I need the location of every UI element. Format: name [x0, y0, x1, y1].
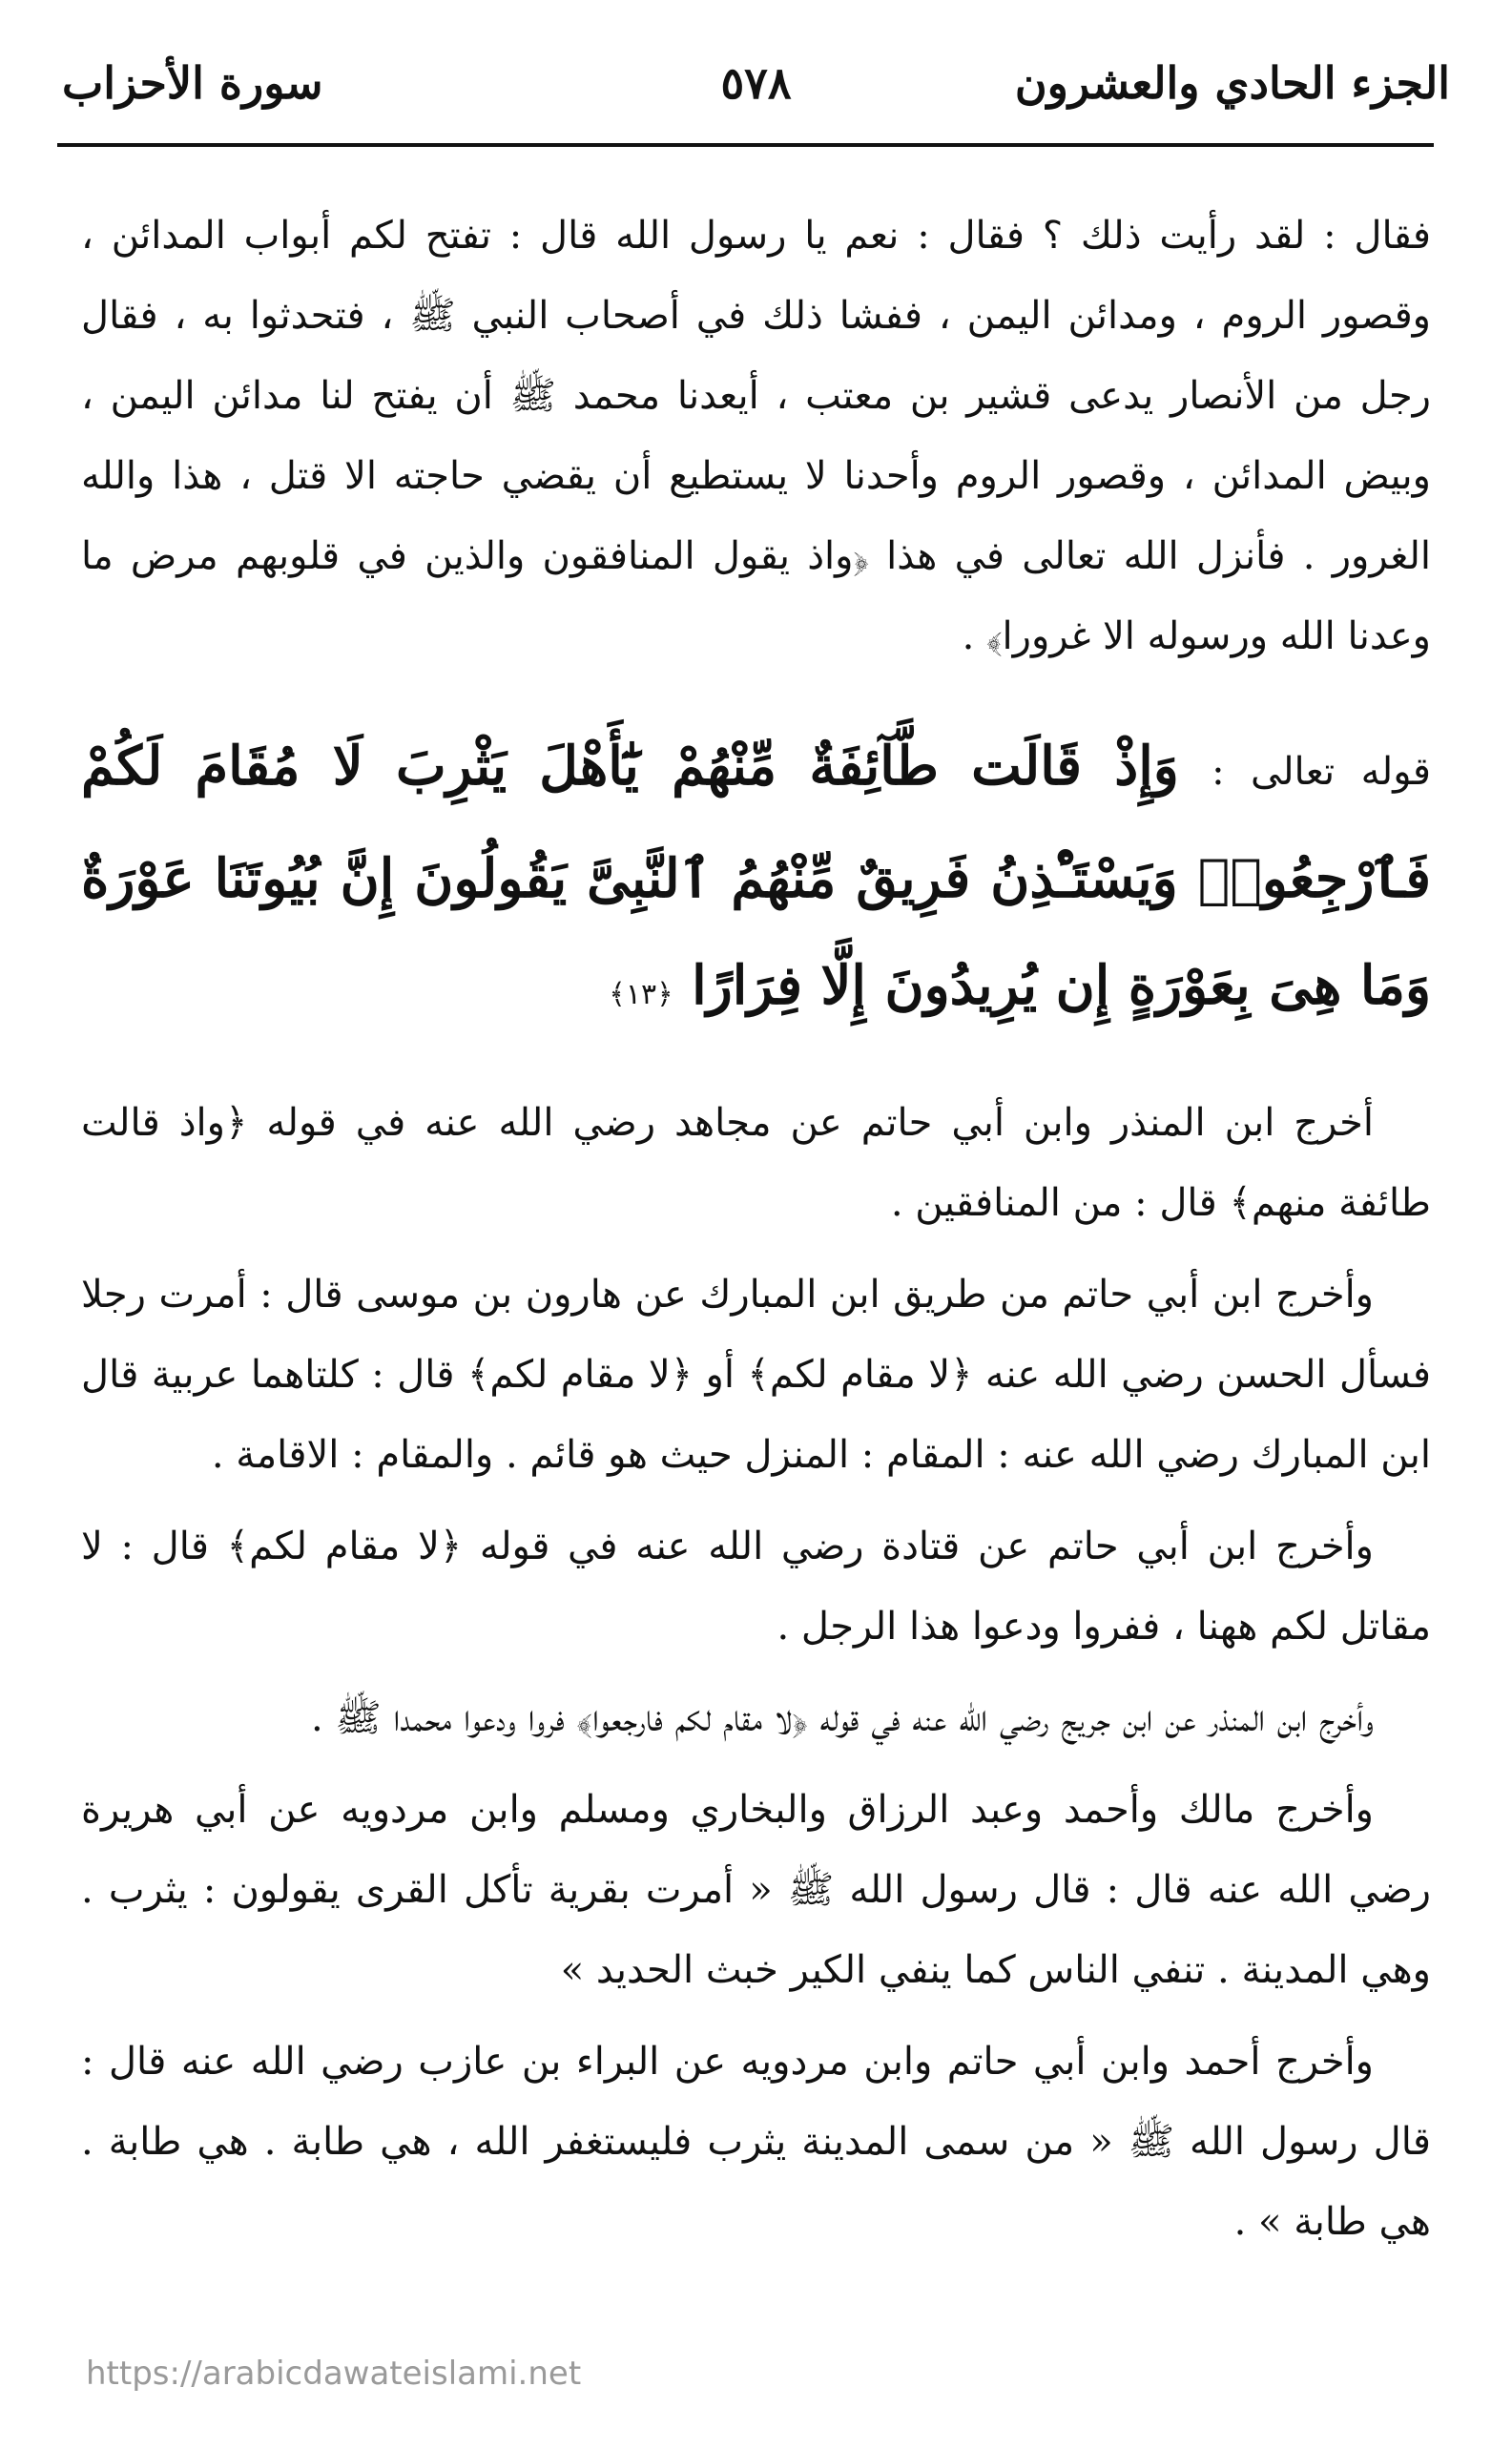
surah-title: سورة الأحزاب	[62, 57, 323, 109]
page-body	[81, 196, 1431, 2262]
quran-verse	[81, 713, 1431, 1048]
verse-number: ﴿١٣﴾	[609, 978, 673, 1011]
paragraph: فقال : لقد رأيت ذلك ؟ فقال : نعم يا رسول الله قال : تفتح لكم أبواب المدائن ، وقصور الروم ، ومدائن اليمن ، ففشا ذلك في أصحاب النبي ﷺ ، فتحدثوا به ، فقال رجل من الأنصار يدعى قشير بن معتب ، أيعدنا محمد ﷺ أن يفتح لنا مدائن اليمن ، وبيض المدائن ، وقصور الروم وأحدنا لا يستطيع أن يقضي حاجته الا قتل ، هذا والله الغرور . فأنزل الله تعالى في هذا ﴿واذ يقول المنافقون والذين في قلوبهم مرض ما وعدنا الله ورسوله الا غرورا﴾ .	[81, 214, 1431, 658]
verse-text: وَإِذْ قَالَت طَّآئِفَةٌ مِّنْهُمْ يَٰٓأَهْلَ يَثْرِبَ لَا مُقَامَ لَكُمْ فَٱرْجِعُوا۟ وَيَسْتَـْٔذِنُ فَرِيقٌ مِّنْهُمُ ٱلنَّبِىَّ يَقُولُونَ إِنَّ بُيُوتَنَا عَوْرَةٌ وَمَا هِىَ بِعَوْرَةٍ إِن يُرِيدُونَ إِلَّا فِرَارًا	[81, 735, 1431, 1017]
paragraph: وأخرج ابن أبي حاتم من طريق ابن المبارك عن هارون بن موسى قال : أمرت رجلا فسأل الحسن رضي الله عنه ﴿لا مقام لكم﴾ أو ﴿لا مقام لكم﴾ قال : كلتاهما عربية قال ابن المبارك رضي الله عنه : المقام : المنزل حيث هو قائم . والمقام : الاقامة .	[81, 1273, 1431, 1477]
paragraph: وأخرج مالك وأحمد وعبد الرزاق والبخاري ومسلم وابن مردويه عن أبي هريرة رضي الله عنه قال : قال رسول الله ﷺ « أمرت بقرية تأكل القرى يقولون : يثرب . وهي المدينة . تنفي الناس كما ينفي الكير خبث الحديد »	[81, 1788, 1431, 1992]
paragraph: أخرج ابن المنذر وابن أبي حاتم عن مجاهد رضي الله عنه في قوله ﴿واذ قالت طائفة منهم﴾ قال : من المنافقين .	[81, 1101, 1431, 1225]
paragraph: وأخرج ابن المنذر عن ابن جريج رضي الله عنه في قوله ﴿لا مقام لكم فارجعوا﴾ فروا ودعوا محمدا ﷺ .	[310, 1696, 1374, 1740]
paragraph: وأخرج أحمد وابن أبي حاتم وابن مردويه عن البراء بن عازب رضي الله عنه قال : قال رسول الله ﷺ « من سمى المدينة يثرب فليستغفر الله ، هي طابة . هي طابة . هي طابة » .	[81, 2040, 1431, 2244]
website-watermark: https://arabicdawateislami.net	[86, 2355, 582, 2393]
paragraph: وأخرج ابن أبي حاتم عن قتادة رضي الله عنه في قوله ﴿لا مقام لكم﴾ قال : لا مقاتل لكم ههنا ، ففروا ودعوا هذا الرجل .	[81, 1525, 1431, 1649]
part-title: الجزء الحادي والعشرون	[1014, 57, 1450, 109]
header-rule	[57, 143, 1434, 147]
verse-intro: قوله تعالى :	[1212, 750, 1432, 794]
page-number: ٥٧٨	[720, 57, 792, 109]
page-header	[57, 57, 1455, 148]
